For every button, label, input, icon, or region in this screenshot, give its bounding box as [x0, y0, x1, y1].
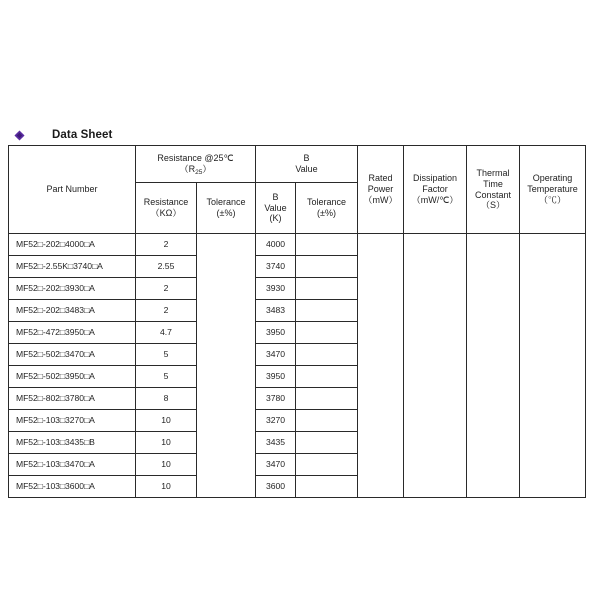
cell-resistance: 2: [136, 300, 197, 322]
b-tolerance-label: Tolerance: [306, 197, 347, 208]
cell-rated-power: [358, 366, 404, 388]
resistance-tolerance-unit: (±%): [216, 208, 236, 218]
b-value-line1: B: [272, 191, 279, 202]
cell-dissipation-factor: [404, 322, 467, 344]
cell-b-value: 3470: [256, 454, 296, 476]
cell-b-value: 3483: [256, 300, 296, 322]
operating-line1: Operating: [532, 173, 573, 184]
cell-thermal-time-constant: [467, 366, 520, 388]
cell-tolerance: [197, 278, 256, 300]
table-row: [9, 300, 586, 322]
col-header-rated-power: [358, 146, 404, 234]
col-header-b-value: [256, 183, 296, 234]
table-row: [9, 278, 586, 300]
cell-b-tolerance: [296, 476, 358, 498]
cell-resistance: 2.55: [136, 256, 197, 278]
cell-resistance: 10: [136, 410, 197, 432]
cell-b-value: 3950: [256, 366, 296, 388]
cell-thermal-time-constant: [467, 388, 520, 410]
cell-thermal-time-constant: [467, 256, 520, 278]
col-header-b-group: [256, 146, 358, 183]
cell-thermal-time-constant: [467, 476, 520, 498]
cell-b-tolerance: [296, 344, 358, 366]
col-header-resistance-tolerance: [197, 183, 256, 234]
cell-resistance: 2: [136, 234, 197, 256]
resistance-group-label: Resistance @25℃: [157, 153, 234, 163]
cell-dissipation-factor: [404, 410, 467, 432]
rated-power-line1: Rated: [368, 173, 393, 184]
cell-tolerance: [197, 388, 256, 410]
cell-rated-power: [358, 476, 404, 498]
col-header-resistance: [136, 183, 197, 234]
cell-b-tolerance: [296, 256, 358, 278]
col-header-b-tolerance: [296, 183, 358, 234]
cell-tolerance: [197, 454, 256, 476]
cell-b-value: 3740: [256, 256, 296, 278]
data-sheet-heading: [8, 126, 112, 144]
cell-dissipation-factor: [404, 454, 467, 476]
cell-b-value: 3600: [256, 476, 296, 498]
cell-dissipation-factor: [404, 278, 467, 300]
cell-dissipation-factor: [404, 432, 467, 454]
thermal-line2: Time: [483, 178, 503, 189]
cell-rated-power: [358, 278, 404, 300]
diamond-bullet-icon: [14, 130, 25, 141]
cell-thermal-time-constant: [467, 234, 520, 256]
dissipation-line2: Factor: [422, 184, 448, 195]
cell-dissipation-factor: [404, 366, 467, 388]
cell-rated-power: [358, 432, 404, 454]
cell-b-tolerance: [296, 432, 358, 454]
cell-b-tolerance: [296, 234, 358, 256]
cell-dissipation-factor: [404, 344, 467, 366]
cell-resistance: 10: [136, 476, 197, 498]
table-row: [9, 234, 586, 256]
cell-part-number: MF52□-202□4000□A: [9, 234, 136, 256]
cell-thermal-time-constant: [467, 322, 520, 344]
cell-part-number: MF52□-103□3600□A: [9, 476, 136, 498]
cell-tolerance: [197, 366, 256, 388]
col-header-dissipation-factor: [404, 146, 467, 234]
table-row: [9, 322, 586, 344]
resistance-label: Resistance: [143, 197, 189, 208]
cell-b-tolerance: [296, 322, 358, 344]
b-value-unit: (K): [269, 213, 282, 224]
cell-b-value: 3470: [256, 344, 296, 366]
cell-thermal-time-constant: [467, 278, 520, 300]
cell-resistance: 8: [136, 388, 197, 410]
cell-resistance: 2: [136, 278, 197, 300]
cell-b-tolerance: [296, 366, 358, 388]
cell-operating-temperature: [520, 234, 586, 256]
cell-rated-power: [358, 256, 404, 278]
cell-b-tolerance: [296, 410, 358, 432]
cell-resistance: 10: [136, 432, 197, 454]
cell-resistance: 5: [136, 344, 197, 366]
cell-b-value: 3435: [256, 432, 296, 454]
table-row: [9, 388, 586, 410]
cell-b-tolerance: [296, 300, 358, 322]
resistance-group-unit: $(R_{25})$: [179, 163, 212, 176]
cell-rated-power: [358, 344, 404, 366]
cell-tolerance: [197, 432, 256, 454]
cell-operating-temperature: [520, 344, 586, 366]
col-header-thermal-time-constant: [467, 146, 520, 234]
cell-part-number: MF52□-2.55K□3740□A: [9, 256, 136, 278]
table-row: [9, 256, 586, 278]
cell-tolerance: [197, 410, 256, 432]
cell-b-value: 3780: [256, 388, 296, 410]
cell-operating-temperature: [520, 432, 586, 454]
cell-part-number: MF52□-502□3950□A: [9, 366, 136, 388]
cell-rated-power: [358, 300, 404, 322]
cell-operating-temperature: [520, 322, 586, 344]
resistance-tolerance-label: Tolerance: [206, 197, 246, 208]
cell-b-value: 3270: [256, 410, 296, 432]
table-row: [9, 410, 586, 432]
b-group-label-line2: Value: [295, 164, 318, 174]
cell-b-tolerance: [296, 454, 358, 476]
cell-rated-power: [358, 322, 404, 344]
cell-resistance: 5: [136, 366, 197, 388]
cell-tolerance: [197, 344, 256, 366]
rated-power-unit: （mW）: [363, 194, 398, 205]
operating-line2: Temperature: [527, 184, 578, 195]
cell-rated-power: [358, 234, 404, 256]
cell-part-number: MF52□-202□3483□A: [9, 300, 136, 322]
operating-unit: （℃）: [539, 194, 567, 205]
cell-dissipation-factor: [404, 300, 467, 322]
thermal-line3: Constant: [475, 189, 512, 200]
cell-tolerance: [197, 476, 256, 498]
cell-part-number: MF52□-103□3470□A: [9, 454, 136, 476]
cell-resistance: 10: [136, 454, 197, 476]
cell-operating-temperature: [520, 300, 586, 322]
cell-rated-power: [358, 410, 404, 432]
cell-operating-temperature: [520, 278, 586, 300]
cell-part-number: MF52□-103□3435□B: [9, 432, 136, 454]
cell-thermal-time-constant: [467, 454, 520, 476]
cell-part-number: MF52□-472□3950□A: [9, 322, 136, 344]
cell-b-tolerance: [296, 388, 358, 410]
cell-tolerance: [197, 322, 256, 344]
cell-tolerance: [197, 256, 256, 278]
table-body: [9, 234, 586, 498]
cell-tolerance: [197, 234, 256, 256]
table-row: [9, 344, 586, 366]
cell-operating-temperature: [520, 366, 586, 388]
table-header: [9, 146, 586, 234]
rated-power-line2: Power: [367, 184, 394, 195]
cell-part-number: MF52□-202□3930□A: [9, 278, 136, 300]
thermal-unit: （S）: [481, 200, 506, 211]
cell-b-tolerance: [296, 278, 358, 300]
cell-rated-power: [358, 454, 404, 476]
header-row-top: [9, 146, 586, 183]
cell-dissipation-factor: [404, 388, 467, 410]
cell-thermal-time-constant: [467, 344, 520, 366]
cell-b-value: 3950: [256, 322, 296, 344]
cell-dissipation-factor: [404, 476, 467, 498]
cell-dissipation-factor: [404, 234, 467, 256]
resistance-unit: （KΩ）: [150, 208, 182, 218]
table-row: [9, 454, 586, 476]
cell-b-value: 4000: [256, 234, 296, 256]
thermal-line1: Thermal: [476, 167, 510, 178]
cell-operating-temperature: [520, 454, 586, 476]
cell-operating-temperature: [520, 410, 586, 432]
cell-operating-temperature: [520, 476, 586, 498]
b-tolerance-unit: (±%): [317, 208, 336, 218]
table-row: [9, 432, 586, 454]
col-header-resistance-group: [136, 146, 256, 183]
cell-resistance: 4.7: [136, 322, 197, 344]
dissipation-unit: （mW/℃）: [411, 194, 459, 205]
cell-thermal-time-constant: [467, 410, 520, 432]
cell-thermal-time-constant: [467, 432, 520, 454]
cell-part-number: MF52□-502□3470□A: [9, 344, 136, 366]
table-row: [9, 366, 586, 388]
data-sheet-table: [8, 145, 586, 498]
b-group-label-line1: B: [303, 153, 310, 164]
page-title: Data Sheet: [52, 129, 113, 141]
col-header-operating-temperature: [520, 146, 586, 234]
cell-thermal-time-constant: [467, 300, 520, 322]
cell-operating-temperature: [520, 256, 586, 278]
table-row: [9, 476, 586, 498]
cell-part-number: MF52□-103□3270□A: [9, 410, 136, 432]
cell-part-number: MF52□-802□3780□A: [9, 388, 136, 410]
col-header-part-number: Part Number: [9, 146, 136, 234]
cell-operating-temperature: [520, 388, 586, 410]
cell-b-value: 3930: [256, 278, 296, 300]
cell-tolerance: [197, 300, 256, 322]
cell-rated-power: [358, 388, 404, 410]
dissipation-line1: Dissipation: [413, 173, 458, 184]
cell-dissipation-factor: [404, 256, 467, 278]
b-value-line2: Value: [264, 202, 287, 213]
